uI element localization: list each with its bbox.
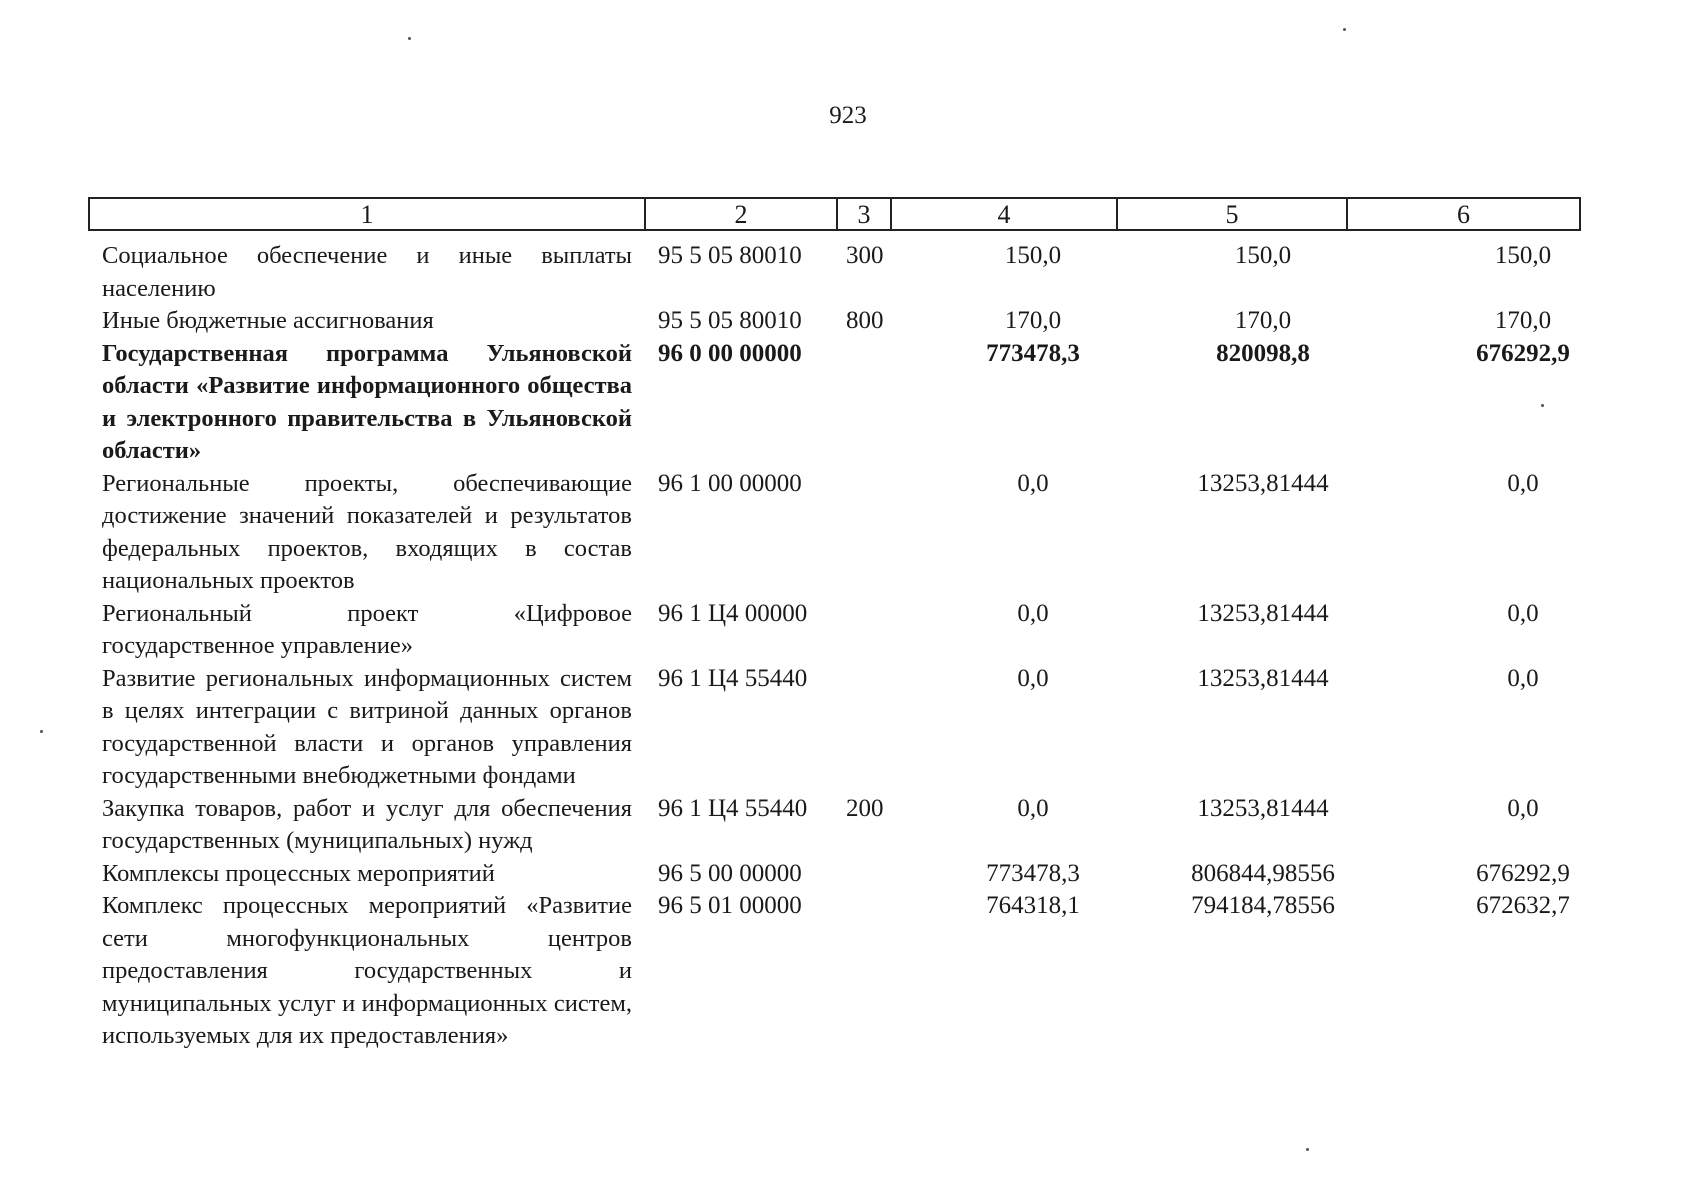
scan-speck <box>1306 1148 1309 1151</box>
row-value-col6: 676292,9 <box>1476 339 1570 367</box>
row-type: 800 <box>846 307 884 334</box>
row-code: 95 5 05 80010 <box>658 307 802 334</box>
table-row <box>88 890 1581 1053</box>
table-row <box>88 338 1581 468</box>
row-value-col6: 150,0 <box>1494 242 1552 269</box>
row-type: 300 <box>846 242 884 269</box>
table-row <box>88 793 1581 858</box>
row-value-col4: 0,0 <box>1017 664 1049 692</box>
row-value-col4: 150,0 <box>1004 242 1062 269</box>
scan-speck <box>40 730 43 733</box>
row-name: Региональный проект «Цифровое государственное управление» <box>102 599 632 659</box>
row-value-col5: 170,0 <box>1234 307 1292 334</box>
row-name: Иные бюджетные ассигнования <box>102 307 434 334</box>
row-name: Закупка товаров, работ и услуг для обеспечения государственных (муниципальных) нужд <box>102 794 632 854</box>
row-code: 96 1 Ц4 55440 <box>658 664 808 692</box>
row-value-col4: 170,0 <box>1004 307 1062 334</box>
header-col-2: 2 <box>646 199 838 229</box>
row-name: Социальное обеспечение и иные выплаты населению <box>102 242 632 302</box>
row-value-col4: 773478,3 <box>986 339 1080 367</box>
row-name: Региональные проекты, обеспечивающие достижение значений показателей и результатов федеральных проектов, входящих в состав национальных проектов <box>102 469 632 594</box>
row-code: 95 5 05 80010 <box>658 242 802 269</box>
row-value-col5: 806844,98556 <box>1191 859 1335 887</box>
row-value-col4: 0,0 <box>1017 794 1049 822</box>
row-code: 96 0 00 00000 <box>658 339 802 367</box>
row-value-col5: 794184,78556 <box>1191 892 1335 919</box>
row-value-col6: 0,0 <box>1507 794 1539 822</box>
row-code: 96 5 00 00000 <box>658 859 802 887</box>
table-row <box>88 305 1581 338</box>
table-row <box>88 858 1581 891</box>
header-col-5: 5 <box>1118 199 1348 229</box>
table-row <box>88 468 1581 598</box>
table-row <box>88 240 1581 305</box>
row-name: Комплекс процессных мероприятий «Развитие сети многофункциональных центров предоставления государственных и муниципальных услуг и информационных систем, используемых для их предоставления» <box>102 892 632 1049</box>
row-code: 96 1 00 00000 <box>658 469 802 497</box>
budget-table <box>88 240 1581 1053</box>
table-row <box>88 663 1581 793</box>
row-value-col4: 0,0 <box>1017 599 1049 627</box>
header-col-1: 1 <box>90 199 646 229</box>
row-value-col6: 0,0 <box>1507 469 1539 497</box>
header-col-3: 3 <box>838 199 892 229</box>
row-name: Комплексы процессных мероприятий <box>102 859 495 887</box>
row-code: 96 1 Ц4 00000 <box>658 599 808 627</box>
row-value-col5: 820098,8 <box>1216 339 1310 367</box>
row-value-col6: 0,0 <box>1507 599 1539 627</box>
row-value-col6: 170,0 <box>1494 307 1552 334</box>
row-type: 200 <box>846 794 884 822</box>
row-value-col4: 764318,1 <box>986 892 1080 919</box>
row-value-col4: 0,0 <box>1017 469 1049 497</box>
row-value-col5: 13253,81444 <box>1197 664 1329 692</box>
row-name: Государственная программа Ульяновской области «Развитие информационного общества и электронного правительства в Ульяновской области» <box>102 339 632 464</box>
header-col-6: 6 <box>1457 200 1470 229</box>
row-value-col4: 773478,3 <box>986 859 1080 887</box>
row-name: Развитие региональных информационных систем в целях интеграции с витриной данных органов государственной власти и органов управления государственными внебюджетными фондами <box>102 664 632 789</box>
table-row <box>88 598 1581 663</box>
row-value-col5: 13253,81444 <box>1197 794 1329 822</box>
scan-speck <box>408 37 411 40</box>
row-value-col6: 672632,7 <box>1476 892 1570 919</box>
row-code: 96 1 Ц4 55440 <box>658 794 808 822</box>
header-col-4: 4 <box>892 199 1118 229</box>
row-code: 96 5 01 00000 <box>658 892 802 919</box>
scan-speck <box>1541 404 1544 407</box>
scan-speck <box>1343 28 1346 31</box>
row-value-col6: 0,0 <box>1507 664 1539 692</box>
row-value-col5: 13253,81444 <box>1197 469 1329 497</box>
row-value-col6: 676292,9 <box>1476 859 1570 887</box>
table-header <box>88 197 1581 231</box>
row-value-col5: 13253,81444 <box>1197 599 1329 627</box>
row-value-col5: 150,0 <box>1234 242 1292 269</box>
page-number: 923 <box>829 102 867 129</box>
